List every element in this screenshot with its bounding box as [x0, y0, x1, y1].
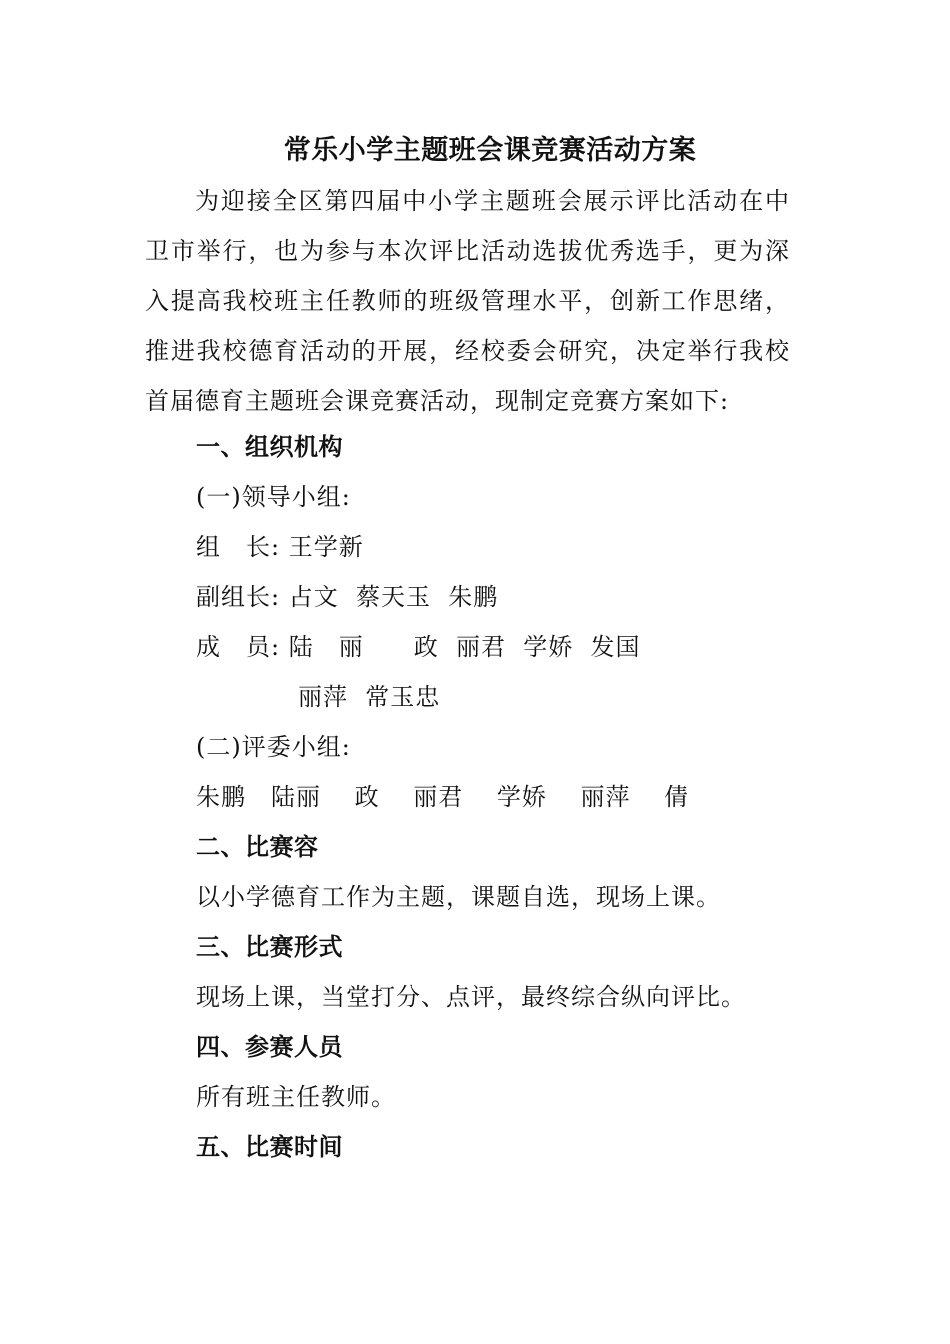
- section-heading-format: 三、比赛形式: [196, 933, 343, 961]
- section-format-text: 现场上课，当堂打分、点评，最终综合纵向评比。: [196, 983, 746, 1011]
- subsection-leadership-group: (一)领导小组:: [196, 483, 351, 511]
- section-heading-time: 五、比赛时间: [196, 1133, 343, 1161]
- section-participants-text: 所有班主任教师。: [196, 1083, 396, 1111]
- members-row-continued: 丽萍 常玉忠: [298, 683, 441, 711]
- section-heading-content: 二、比赛容: [196, 833, 319, 861]
- leader-value: 王学新: [288, 533, 364, 561]
- members-row: [196, 627, 641, 667]
- members-label: 成 员:: [196, 633, 281, 661]
- intro-paragraph: 为迎接全区第四届中小学主题班会展示评比活动在中卫市举行，也为参与本次评比活动选拔优秀选手，更为深入提高我校班主任教师的班级管理水平，创新工作思绪，推进我校德育活动的开展，经校委会研究，决定举行我校首届德育主题班会课竞赛活动，现制定竞赛方案如下:: [145, 187, 790, 415]
- deputy-value: 占文 蔡天玉 朱鹏: [288, 583, 499, 611]
- section-heading-participants: 四、参赛人员: [196, 1033, 343, 1061]
- section-content-text: 以小学德育工作为主题，课题自选，现场上课。: [196, 883, 721, 911]
- leader-row: [196, 527, 364, 567]
- judges-list: 朱鹏 陆丽 政 丽君 学娇 丽萍 倩: [196, 783, 690, 811]
- leader-label: 组 长:: [196, 533, 281, 561]
- document-title: 常乐小学主题班会课竞赛活动方案: [283, 135, 697, 166]
- deputy-label: 副组长:: [196, 583, 281, 611]
- members-value-line1: 陆 丽 政 丽君 学娇 发国: [288, 633, 641, 661]
- deputy-row: [196, 577, 498, 617]
- subsection-judges-group: (二)评委小组:: [196, 733, 351, 761]
- section-heading-organization: 一、组织机构: [196, 433, 343, 461]
